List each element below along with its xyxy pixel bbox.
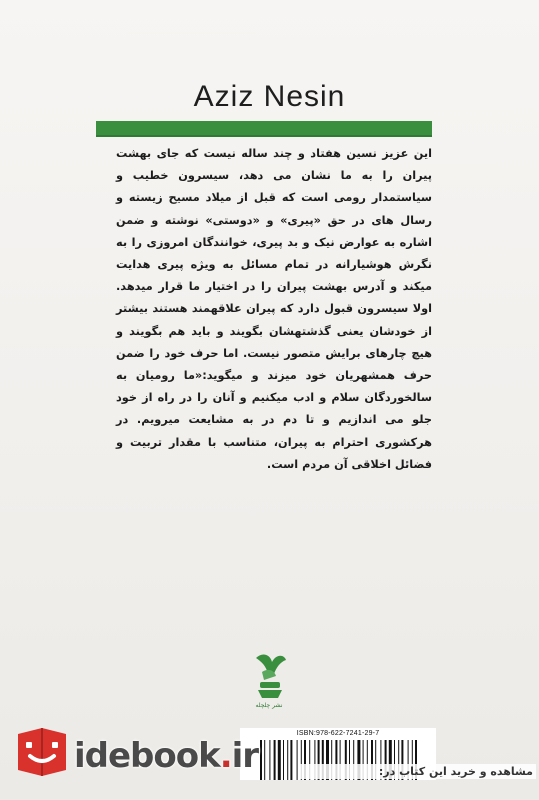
isbn-text: ISBN:978-622-7241-29-7 (296, 730, 380, 737)
publisher-name: نشر چلچله (255, 702, 283, 709)
publisher-logo (248, 650, 292, 720)
green-divider-bar (96, 121, 432, 137)
author-name: Aziz Nesin (193, 80, 346, 113)
watermark-caption: مشاهده و خرید این کتاب در: (300, 764, 536, 779)
watermark-brand-dot: . (219, 736, 232, 776)
blurb-paragraph: این عزیز نسین هفتاد و چند ساله نیست که جای بهشت پیران را به ما نشان می دهد، سیسرون خطیب و سیاستمدار رومی است که قبل از میلاد مسیح زیسته و رسال های در حق «پیری» و «دوستی» نوشته و ضمن اشاره به عوارض نیک و بد پیری، خوانندگان امروزی را به نگرش هوشیارانه در تمام مسائل به ویژه پیری هدایت میکند و آدرس بهشت پیران را در اختیار ما قرار میدهد. اولا سیسرون قبول دارد که پیران علاقهمند هستند بیشتر از خودشان یعنی گذشتهشان بگویند و باید هم بگویند و هیچ چارهای برایش متصور نیست. اما حرف خود را ضمن حرف همشهریان خود میزند و میگوید:«ما رومیان به سالخوردگان سلام و ادب میکنیم و آنان را در راه از خود جلو می اندازیم و تا دم در به مشایعت میرویم. در هرکشوری احترام به پیران، متناسب با مقدار تربیت و فضائل اخلاقی آن مردم است. (116, 147, 432, 471)
watermark-brand (74, 736, 258, 776)
watermark-brand-tld: ir (231, 736, 259, 776)
watermark-brand-main: idebook (74, 736, 220, 776)
watermark-banner[interactable] (0, 724, 539, 780)
book-logo-icon (12, 724, 72, 778)
